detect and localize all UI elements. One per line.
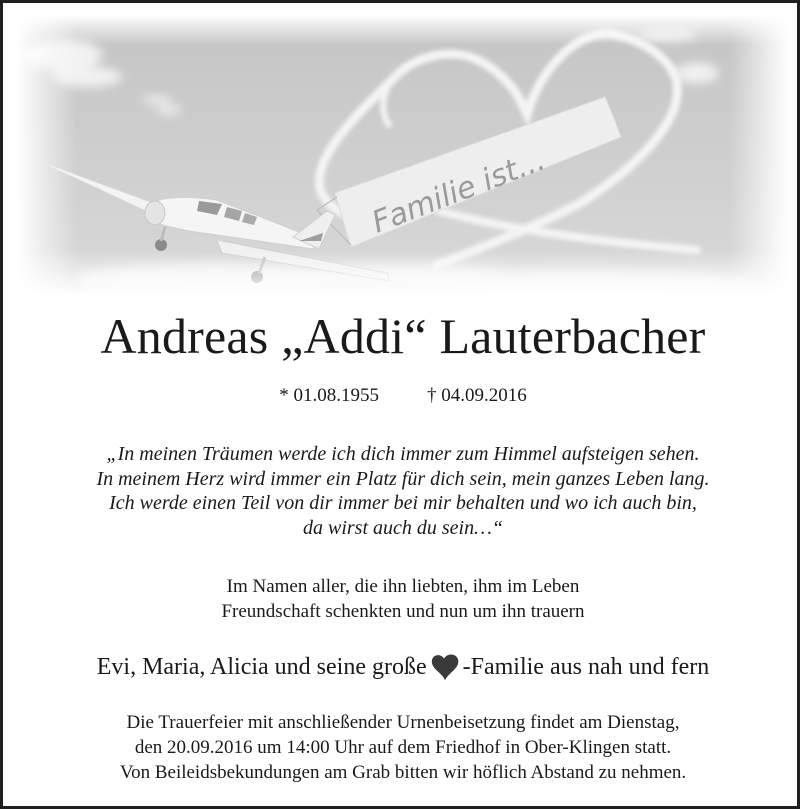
mourners-line: Freundschaft schenkten und nun um ihn trauern [221,601,585,622]
life-dates [3,384,800,408]
family-suffix: -Familie aus nah und fern [462,654,710,680]
quote-line: da wirst auch du sein…“ [302,516,504,539]
quote-line: „In meinen Träumen werde ich dich immer zum Himmel aufsteigen sehen. [106,443,700,465]
birth-date: * 01.08.1955 [279,385,379,406]
service-line: Die Trauerfeier mit anschließender Urnenbeisetzung findet am Dienstag, [126,712,680,733]
family-names: Evi, Maria, Alicia und seine große [96,654,427,680]
funeral-service-info [3,710,800,785]
banner-text: Familie ist... [367,142,550,241]
death-date: † 04.09.2016 [427,385,527,406]
memorial-photo [17,15,789,295]
quote-line: In meinem Herz wird immer ein Platz für dich sein, mein ganzes Leben lang. [96,467,710,490]
heart-icon [428,652,462,682]
quote-line: Ich werde einen Teil von dir immer bei mir behalten und wo ich auch bin, [109,492,697,514]
deceased-name: Andreas „Addi“ Lauterbacher [100,308,706,364]
mourners-line: Im Namen aller, die ihn liebten, ihm im Leben [226,576,580,597]
memorial-quote [3,442,800,540]
service-line: Von Beileidsbekundungen am Grab bitten wir höflich Abstand zu nehmen. [119,762,687,783]
service-line: den 20.09.2016 um 14:00 Uhr auf dem Friedhof in Ober-Klingen statt. [134,737,672,758]
mourners-intro [3,574,800,624]
family-signature [3,652,800,682]
